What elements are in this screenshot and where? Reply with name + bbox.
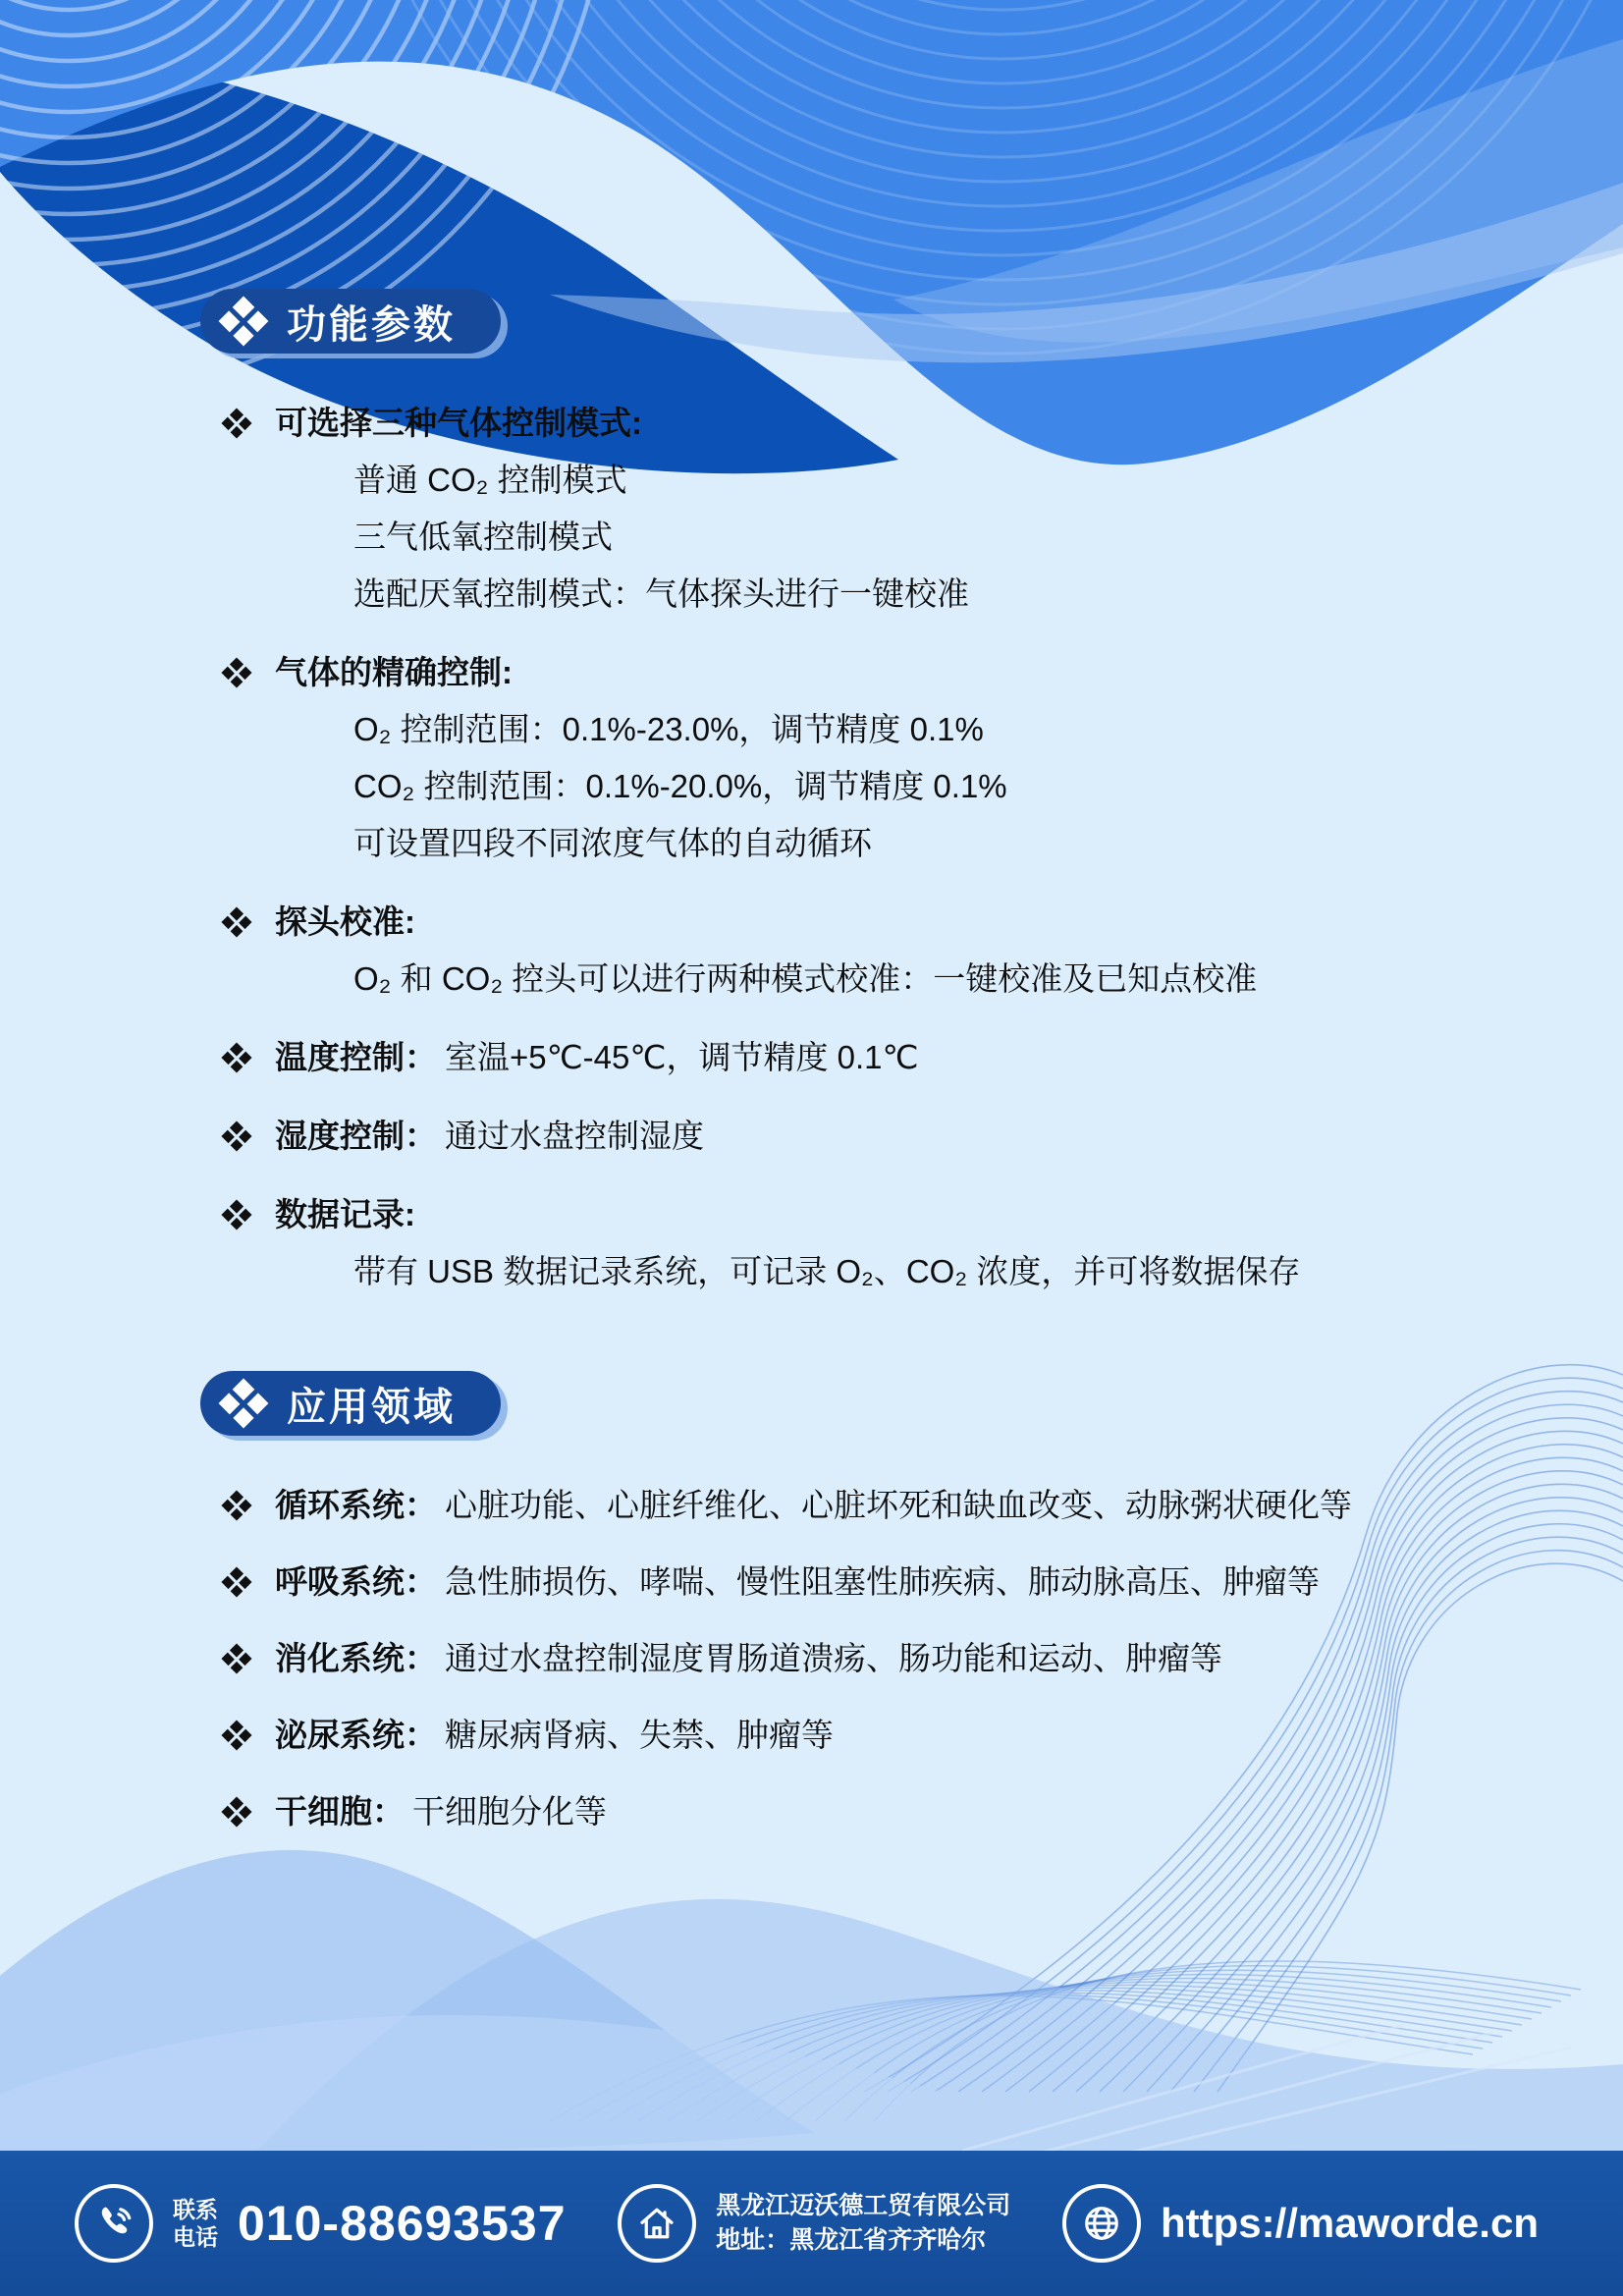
footer-website-group	[1062, 2184, 1539, 2263]
list-subitem	[226, 764, 1515, 809]
item-label: 探头校准:	[275, 903, 415, 940]
item-text: 通过水盘控制湿度胃肠道溃疡、肠功能和运动、肿瘤等	[445, 1640, 1222, 1676]
list-item	[226, 1114, 1515, 1159]
company-name: 黑龙江迈沃德工贸有限公司	[716, 2192, 1011, 2219]
diamond-cluster-icon	[219, 1379, 269, 1429]
globe-icon	[1062, 2184, 1141, 2263]
item-label: 泌尿系统：	[275, 1717, 437, 1753]
phone-icon	[75, 2184, 153, 2263]
diamond-cluster-icon	[219, 297, 269, 347]
item-text: O₂ 控制范围：0.1%-23.0%，调节精度 0.1%	[353, 711, 984, 747]
footer-contact-group	[75, 2184, 567, 2263]
list-item	[226, 900, 1515, 945]
applications-list	[226, 1483, 1515, 1834]
item-text: 带有 USB 数据记录系统，可记录 O₂、CO₂ 浓度，并可将数据保存	[353, 1253, 1301, 1289]
section-badge-applications	[200, 1371, 501, 1436]
phone-number: 010-88693537	[238, 2196, 567, 2251]
footer-bar	[0, 2151, 1623, 2296]
list-item	[226, 401, 1515, 446]
item-label: 湿度控制：	[275, 1118, 437, 1154]
diamond-bullet-icon	[221, 1199, 251, 1230]
contact-label	[173, 2196, 218, 2251]
contact-label-top: 联系	[173, 2197, 218, 2222]
list-subitem	[226, 458, 1515, 503]
features-list	[226, 401, 1515, 1294]
section-title-features: 功能参数	[287, 302, 456, 347]
item-text: 糖尿病肾病、失禁、肿瘤等	[445, 1717, 834, 1753]
item-text: 心脏功能、心脏纤维化、心脏坏死和缺血改变、动脉粥状硬化等	[445, 1487, 1352, 1523]
list-item	[226, 1636, 1515, 1681]
company-info	[716, 2189, 1010, 2258]
diamond-bullet-icon	[221, 1643, 251, 1673]
diamond-bullet-icon	[221, 1566, 251, 1597]
item-text: 干细胞分化等	[412, 1793, 607, 1830]
diamond-bullet-icon	[221, 1720, 251, 1750]
item-text: 可设置四段不同浓度气体的自动循环	[353, 825, 872, 861]
item-text: 急性肺损伤、哮喘、慢性阻塞性肺疾病、肺动脉高压、肿瘤等	[445, 1563, 1320, 1600]
item-label: 循环系统：	[275, 1487, 437, 1523]
item-label: 温度控制：	[275, 1039, 437, 1075]
diamond-bullet-icon	[221, 1121, 251, 1151]
item-text: 选配厌氧控制模式：气体探头进行一键校准	[353, 575, 969, 612]
item-label: 呼吸系统：	[275, 1563, 437, 1600]
item-text: CO₂ 控制范围：0.1%-20.0%，调节精度 0.1%	[353, 768, 1007, 804]
item-text: 通过水盘控制湿度	[445, 1118, 704, 1154]
list-subitem	[226, 1249, 1515, 1294]
list-subitem	[226, 957, 1515, 1002]
item-text: 普通 CO₂ 控制模式	[353, 462, 627, 498]
website-url: https://maworde.cn	[1160, 2200, 1539, 2246]
diamond-bullet-icon	[221, 1042, 251, 1072]
item-text: 室温+5℃-45℃，调节精度 0.1℃	[445, 1039, 919, 1075]
item-label: 可选择三种气体控制模式:	[275, 405, 642, 441]
list-item	[226, 1789, 1515, 1834]
list-item	[226, 1559, 1515, 1605]
item-text: 三气低氧控制模式	[353, 519, 613, 555]
list-item	[226, 1192, 1515, 1237]
section-title-applications: 应用领域	[287, 1385, 456, 1429]
list-item	[226, 1035, 1515, 1080]
item-label: 消化系统：	[275, 1640, 437, 1676]
diamond-bullet-icon	[221, 1490, 251, 1520]
footer-company-group	[618, 2184, 1010, 2263]
diamond-bullet-icon	[221, 657, 251, 687]
diamond-bullet-icon	[221, 408, 251, 438]
item-label: 数据记录:	[275, 1196, 415, 1232]
company-address: 地址：黑龙江省齐齐哈尔	[716, 2226, 987, 2254]
item-label: 干细胞：	[275, 1793, 405, 1830]
list-item	[226, 1713, 1515, 1758]
list-subitem	[226, 707, 1515, 752]
list-item	[226, 650, 1515, 695]
list-item	[226, 1483, 1515, 1528]
item-label: 气体的精确控制:	[275, 654, 513, 690]
list-subitem	[226, 821, 1515, 866]
section-badge-features	[200, 289, 501, 354]
contact-label-bottom: 电话	[173, 2224, 218, 2250]
home-icon	[618, 2184, 696, 2263]
list-subitem	[226, 515, 1515, 560]
diamond-bullet-icon	[221, 1796, 251, 1827]
item-text: O₂ 和 CO₂ 控头可以进行两种模式校准：一键校准及已知点校准	[353, 960, 1258, 997]
diamond-bullet-icon	[221, 906, 251, 937]
list-subitem	[226, 572, 1515, 617]
